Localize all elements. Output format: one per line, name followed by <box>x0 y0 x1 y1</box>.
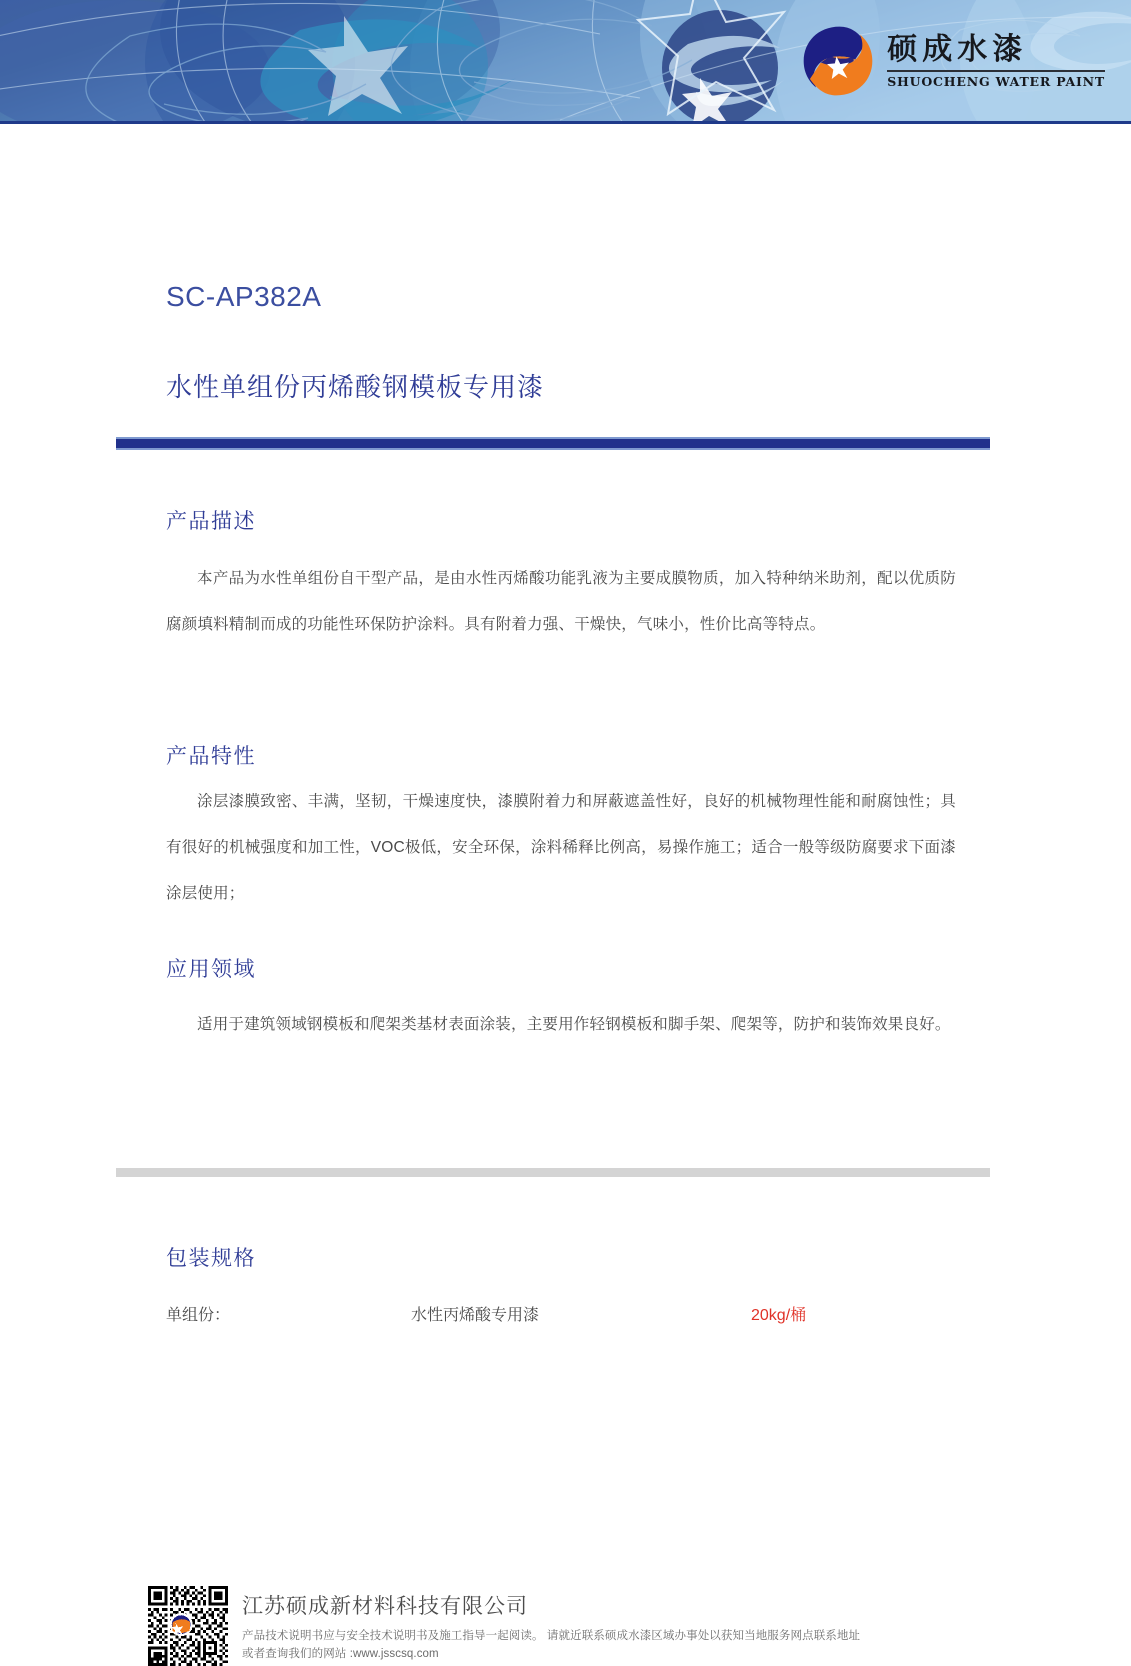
packaging-label: 单组份： <box>166 1307 231 1324</box>
footer-company-name: 江苏硕成新材料科技有限公司 <box>242 1595 528 1618</box>
brand-logo <box>799 22 1105 100</box>
section-heading-description: 产品描述 <box>166 510 256 533</box>
product-code: SC-AP382A <box>166 281 322 312</box>
section-body-application: 适用于建筑领域钢模板和爬架类基材表面涂装，主要用作轻钢模板和脚手架、爬架等，防护和装饰效果良好。 <box>197 1016 951 1033</box>
section-heading-packaging: 包装规格 <box>166 1247 256 1270</box>
brand-name-cn: 硕成水漆 <box>887 32 1028 68</box>
brand-divider <box>887 70 1105 72</box>
title-divider <box>116 437 990 450</box>
packaging-row <box>166 1302 956 1325</box>
brand-name-en: SHUOCHENG WATER PAINT <box>887 73 1105 89</box>
packaging-product: 水性丙烯酸专用漆 <box>411 1307 540 1324</box>
footer-text-block <box>242 1586 860 1663</box>
page-header-banner <box>0 0 1131 124</box>
section-divider <box>116 1168 990 1177</box>
banner-bottom-rule <box>0 121 1131 124</box>
page-title: 水性单组份丙烯酸钢模板专用漆 <box>166 372 545 402</box>
section-body-features: 涂层漆膜致密、丰满，坚韧，干燥速度快，漆膜附着力和屏蔽遮盖性好，良好的机械物理性能和耐腐蚀性；具有很好的机械强度和加工性，VOC极低，安全环保，涂料稀释比例高，易操作施工；适合一般等级防腐要求下面漆涂层使用； <box>166 793 956 902</box>
page-footer <box>148 1586 1028 1666</box>
footer-note-line-2: 或者查询我们的网站 :www.jsscsq.com <box>242 1648 439 1661</box>
footer-note-line-1: 产品技术说明书应与安全技术说明书及施工指导一起阅读。 请就近联系硕成水漆区域办事处以获知当地服务网点联系地址 <box>242 1630 861 1643</box>
shuocheng-swoosh-logo-icon <box>799 22 877 100</box>
section-heading-application: 应用领域 <box>166 958 256 981</box>
qr-code-icon[interactable] <box>148 1586 228 1666</box>
packaging-size: 20kg/桶 <box>751 1307 807 1324</box>
section-heading-features: 产品特性 <box>166 745 256 768</box>
section-body-description: 本产品为水性单组份自干型产品，是由水性丙烯酸功能乳液为主要成膜物质，加入特种纳米助剂，配以优质防腐颜填料精制而成的功能性环保防护涂料。具有附着力强、干燥快，气味小，性价比高等特点。 <box>166 570 956 633</box>
